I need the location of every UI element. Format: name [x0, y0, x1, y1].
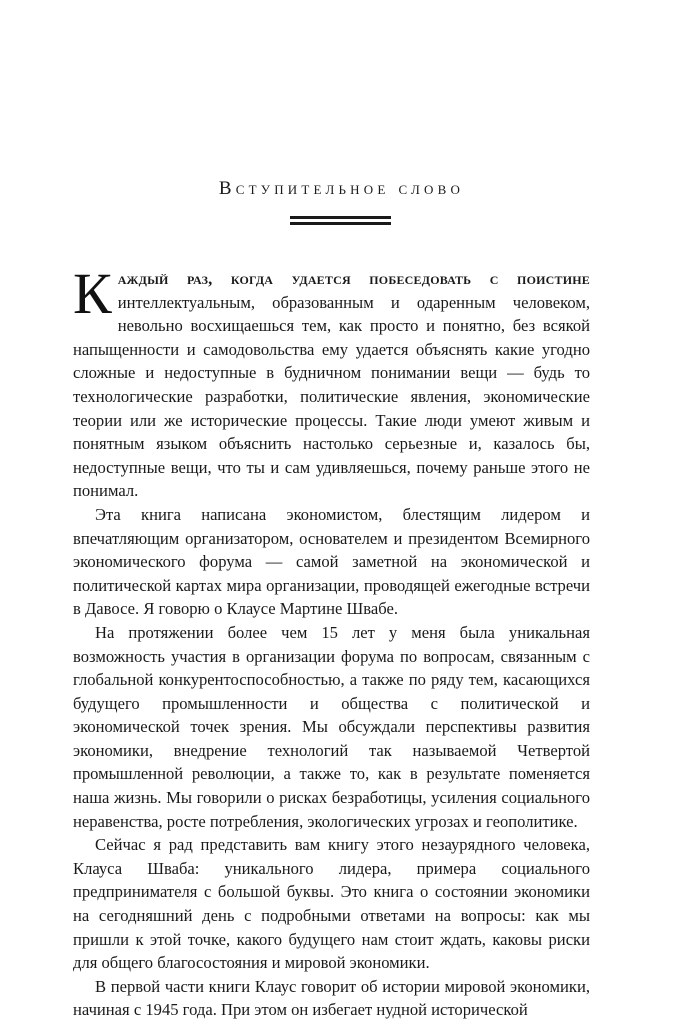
paragraph-2: Эта книга написана экономистом, блестящим лидером и впечатляющим организатором, основателем и президентом Всемирного экономического форума — самой заметной на экономической и политической картах мира организации, проводящей ежегодные встречи в Давосе. Я говорю о Клаусе Мартине Швабе.	[73, 504, 590, 619]
body-text	[73, 261, 590, 1022]
lead-in-small-caps: аждый раз, когда удается побеседовать с поистине	[117, 269, 590, 288]
paragraph-1	[73, 261, 590, 503]
title-double-rule-top	[290, 216, 391, 219]
title-double-rule-bottom	[290, 222, 391, 225]
paragraph-5: В первой части книги Клаус говорит об истории мировой экономики, начиная с 1945 года. При этом он избегает нудной исторической	[73, 976, 590, 1020]
paragraph-3: На протяжении более чем 15 лет у меня была уникальная возможность участия в организации форума по вопросам, связанным с глобальной конкурентоспособностью, а также по ряду тем, касающихся будущего промышленности и общества с политической и экономической точек зрения. Мы обсуждали перспективы развития экономики, внедрение технологий так называемой Четвертой промышленной революции, а также то, как в результате поменяется наша жизнь. Мы говорили о рисках безработицы, усиления социального неравенства, росте потребления, экологических угрозах и геополитике.	[73, 622, 590, 831]
chapter-title: Вступительное слово	[218, 178, 465, 199]
paragraph-1-text: интеллектуальным, образованным и одаренным человеком, невольно восхищаешься тем, как просто и понятно, без всякой напыщенности и самодовольства ему удается объяснять какие угодно сложные и недоступные в будничном понимании вещи — будь то технологические разработки, политические явления, экономические теории или же исторические процессы. Такие люди умеют живым и понятным языком объяснить настолько серьезные и, казалось бы, недоступные вещи, что ты и сам удивляешься, почему раньше этого не понимал.	[73, 292, 590, 501]
paragraph-4: Сейчас я рад представить вам книгу этого незаурядного человека, Клауса Шваба: уникального лидера, примера социального предпринимателя с большой буквы. Это книга о состоянии экономики на сегодняшний день с подробными ответами на вопросы: как мы пришли к этой точке, какого будущего нам стоит ждать, каковы риски для общего благосостояния и мировой экономики.	[73, 835, 590, 973]
drop-cap: К	[73, 261, 112, 326]
